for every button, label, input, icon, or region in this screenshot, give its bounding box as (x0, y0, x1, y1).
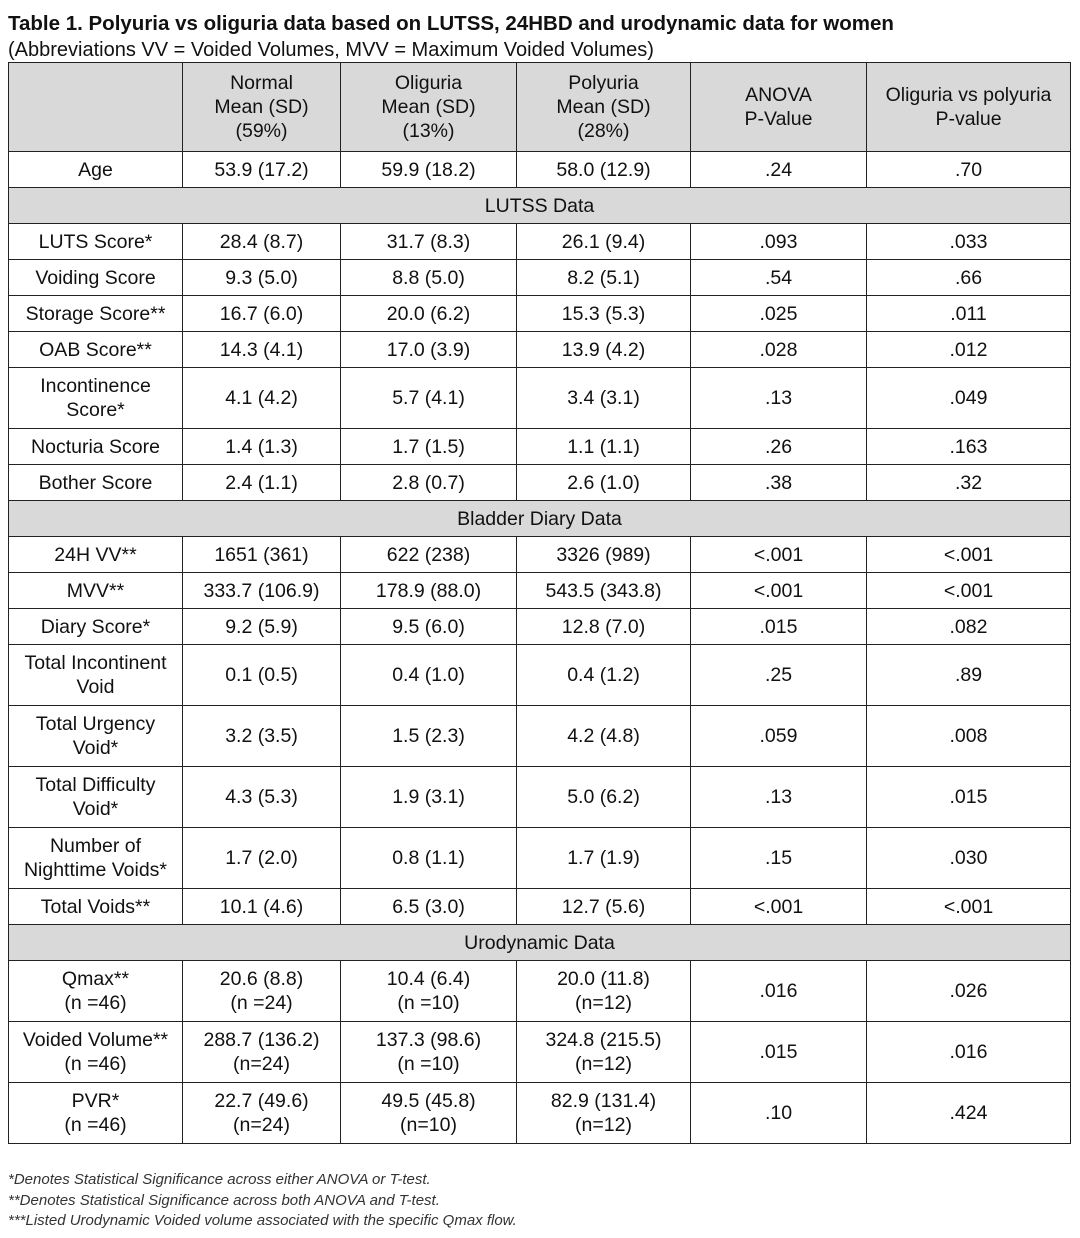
section-label: LUTSS Data (9, 188, 1071, 224)
table-subtitle: (Abbreviations VV = Voided Volumes, MVV = Maximum Voided Volumes) (8, 39, 654, 61)
cell-polyuria (517, 224, 691, 260)
cell-normal-line: 2.4 (1.1) (225, 471, 298, 494)
cell-oliguria (341, 296, 517, 332)
cell-normal-line: 9.3 (5.0) (225, 266, 298, 289)
section-label: Bladder Diary Data (9, 501, 1071, 537)
cell-normal-line: 1.4 (1.3) (225, 435, 298, 458)
table-title: Table 1. Polyuria vs oliguria data based on LUTSS, 24HBD and urodynamic data for women (8, 12, 894, 35)
row-label-line: Number of (49, 835, 142, 857)
cell-anova-p: .26 (691, 429, 867, 465)
cell-oliguria-vs-polyuria-p: .66 (867, 260, 1071, 296)
cell-anova-p: .016 (691, 961, 867, 1022)
cell-anova-p: <.001 (691, 573, 867, 609)
cell-oliguria (341, 429, 517, 465)
row-label-line: LUTS Score* (38, 230, 153, 253)
cell-polyuria (517, 368, 691, 429)
row-label (9, 573, 183, 609)
cell-normal (183, 889, 341, 925)
cell-polyuria (517, 152, 691, 188)
header-oliguria: Oliguria Mean (SD) (13%) (341, 63, 517, 152)
cell-normal-line: (n =24) (230, 992, 293, 1014)
cell-anova-p: .059 (691, 706, 867, 767)
cell-polyuria-line: 324.8 (215.5) (545, 1029, 662, 1051)
row-label-line: Bother Score (38, 471, 153, 494)
cell-oliguria-vs-polyuria-p: <.001 (867, 573, 1071, 609)
cell-anova-p: .10 (691, 1083, 867, 1144)
cell-polyuria (517, 429, 691, 465)
header-label (9, 63, 183, 152)
cell-normal-line: 16.7 (6.0) (219, 302, 304, 325)
cell-polyuria (517, 465, 691, 501)
table-row (9, 706, 1071, 767)
cell-polyuria-line: 12.7 (5.6) (561, 895, 646, 918)
cell-oliguria-vs-polyuria-p: .424 (867, 1083, 1071, 1144)
cell-polyuria (517, 706, 691, 767)
row-label (9, 609, 183, 645)
cell-normal-line: 3.2 (3.5) (225, 725, 298, 747)
cell-normal (183, 152, 341, 188)
cell-oliguria-line: 622 (238) (386, 543, 471, 566)
row-label-line: Void (76, 676, 115, 698)
row-label-line: Total Incontinent (24, 652, 167, 674)
row-label-line: Total Voids** (40, 895, 151, 918)
cell-normal-line: (n=24) (233, 1114, 290, 1136)
row-label (9, 961, 183, 1022)
cell-normal-line: 4.1 (4.2) (225, 387, 298, 409)
cell-oliguria (341, 889, 517, 925)
cell-normal (183, 767, 341, 828)
row-label (9, 828, 183, 889)
cell-polyuria-line: (n=12) (575, 1114, 632, 1136)
section-row (9, 501, 1071, 537)
row-label (9, 537, 183, 573)
row-label (9, 368, 183, 429)
cell-oliguria-line: 31.7 (8.3) (386, 230, 471, 253)
row-label-line: Age (78, 158, 113, 181)
cell-oliguria-line: 6.5 (3.0) (392, 895, 465, 918)
cell-polyuria (517, 573, 691, 609)
row-label (9, 1083, 183, 1144)
row-label (9, 224, 183, 260)
cell-oliguria-line: 17.0 (3.9) (386, 338, 471, 361)
row-label-line: OAB Score** (39, 338, 152, 361)
cell-polyuria-line: 20.0 (11.8) (557, 968, 650, 990)
cell-oliguria-vs-polyuria-p: <.001 (867, 537, 1071, 573)
cell-oliguria (341, 828, 517, 889)
row-label (9, 429, 183, 465)
cell-polyuria (517, 260, 691, 296)
row-label-line: (n =46) (64, 1053, 127, 1075)
cell-polyuria (517, 296, 691, 332)
cell-oliguria-vs-polyuria-p: .008 (867, 706, 1071, 767)
cell-normal-line: 22.7 (49.6) (214, 1090, 309, 1112)
cell-oliguria-line: 178.9 (88.0) (375, 579, 482, 602)
cell-normal (183, 1022, 341, 1083)
cell-anova-p: .15 (691, 828, 867, 889)
cell-polyuria-line: 15.3 (5.3) (561, 302, 646, 325)
table-row (9, 828, 1071, 889)
cell-oliguria-vs-polyuria-p: .32 (867, 465, 1071, 501)
row-label (9, 1022, 183, 1083)
table-row (9, 573, 1071, 609)
cell-polyuria-line: 58.0 (12.9) (556, 158, 651, 181)
cell-normal-line: 14.3 (4.1) (219, 338, 304, 361)
row-label-line: Diary Score* (40, 615, 151, 638)
cell-anova-p: .028 (691, 332, 867, 368)
cell-oliguria (341, 260, 517, 296)
cell-oliguria-vs-polyuria-p: .70 (867, 152, 1071, 188)
cell-normal-line: 1.7 (2.0) (225, 847, 298, 869)
footnote: ***Listed Urodynamic Voided volume associated with the specific Qmax flow. (8, 1212, 517, 1229)
row-label (9, 645, 183, 706)
table-row (9, 368, 1071, 429)
table-row (9, 645, 1071, 706)
table-row (9, 152, 1071, 188)
cell-polyuria (517, 961, 691, 1022)
table-row (9, 1083, 1071, 1144)
cell-normal (183, 1083, 341, 1144)
cell-polyuria-line: 2.6 (1.0) (567, 471, 640, 494)
cell-polyuria-line: 4.2 (4.8) (567, 725, 640, 747)
table-row (9, 889, 1071, 925)
row-label (9, 152, 183, 188)
cell-normal (183, 260, 341, 296)
cell-anova-p: .13 (691, 368, 867, 429)
table-header-row (9, 63, 1071, 152)
cell-polyuria (517, 1083, 691, 1144)
footnote: **Denotes Statistical Significance across both ANOVA and T-test. (8, 1191, 440, 1209)
cell-oliguria-line: 10.4 (6.4) (386, 968, 471, 990)
row-label-line: Total Urgency (35, 713, 156, 735)
footnotes (8, 1170, 517, 1232)
cell-polyuria (517, 645, 691, 706)
cell-normal-line: 1651 (361) (214, 543, 309, 566)
row-label (9, 706, 183, 767)
cell-polyuria-line: 1.1 (1.1) (567, 435, 640, 458)
table-row (9, 429, 1071, 465)
row-label-line: Score* (66, 399, 125, 421)
cell-polyuria-line: 3.4 (3.1) (567, 387, 640, 409)
cell-oliguria-line: 49.5 (45.8) (381, 1090, 476, 1112)
cell-polyuria-line: (n=12) (575, 1053, 632, 1075)
cell-normal (183, 609, 341, 645)
cell-normal (183, 828, 341, 889)
cell-normal-line: 28.4 (8.7) (219, 230, 304, 253)
row-label-line: Voiding Score (35, 266, 156, 289)
row-label (9, 260, 183, 296)
cell-oliguria-vs-polyuria-p: .049 (867, 368, 1071, 429)
cell-anova-p: <.001 (691, 537, 867, 573)
cell-oliguria-line: (n =10) (397, 992, 460, 1014)
cell-normal (183, 224, 341, 260)
table-row (9, 465, 1071, 501)
table-row (9, 332, 1071, 368)
table-body (9, 152, 1071, 1144)
row-label-line: Qmax** (61, 968, 130, 990)
row-label (9, 332, 183, 368)
cell-polyuria-line: 543.5 (343.8) (545, 579, 662, 602)
row-label-line: Voided Volume** (22, 1029, 169, 1051)
cell-normal (183, 465, 341, 501)
cell-normal (183, 645, 341, 706)
cell-normal-line: 10.1 (4.6) (219, 895, 304, 918)
row-label-line: (n =46) (64, 1114, 127, 1136)
cell-polyuria (517, 767, 691, 828)
cell-normal-line: 53.9 (17.2) (214, 158, 309, 181)
cell-oliguria-vs-polyuria-p: .030 (867, 828, 1071, 889)
cell-oliguria-line: 5.7 (4.1) (392, 387, 465, 409)
cell-normal-line: (n=24) (233, 1053, 290, 1075)
cell-anova-p: .13 (691, 767, 867, 828)
cell-polyuria (517, 537, 691, 573)
cell-normal (183, 573, 341, 609)
cell-oliguria-vs-polyuria-p: .033 (867, 224, 1071, 260)
cell-oliguria-line: 0.8 (1.1) (392, 847, 465, 869)
cell-oliguria (341, 332, 517, 368)
cell-anova-p: .25 (691, 645, 867, 706)
cell-normal-line: 333.7 (106.9) (203, 579, 320, 602)
cell-polyuria-line: 26.1 (9.4) (561, 230, 646, 253)
cell-oliguria-vs-polyuria-p: .012 (867, 332, 1071, 368)
cell-anova-p: .015 (691, 1022, 867, 1083)
cell-oliguria-line: 1.7 (1.5) (392, 435, 465, 458)
cell-oliguria-vs-polyuria-p: .015 (867, 767, 1071, 828)
cell-oliguria (341, 465, 517, 501)
cell-oliguria (341, 537, 517, 573)
cell-normal (183, 961, 341, 1022)
cell-anova-p: .015 (691, 609, 867, 645)
cell-oliguria-line: 137.3 (98.6) (375, 1029, 482, 1051)
cell-anova-p: .093 (691, 224, 867, 260)
row-label-line: Void* (72, 798, 119, 820)
footnote: *Denotes Statistical Significance across either ANOVA or T-test. (8, 1171, 431, 1188)
cell-oliguria-line: (n =10) (397, 1053, 460, 1075)
row-label-line: Total Difficulty (35, 774, 156, 796)
section-row (9, 925, 1071, 961)
cell-polyuria-line: 8.2 (5.1) (567, 266, 640, 289)
cell-oliguria (341, 961, 517, 1022)
cell-oliguria-vs-polyuria-p: .082 (867, 609, 1071, 645)
row-label-line: (n =46) (64, 992, 127, 1014)
cell-oliguria-line: 1.9 (3.1) (392, 786, 465, 808)
row-label (9, 767, 183, 828)
cell-oliguria (341, 368, 517, 429)
cell-normal (183, 537, 341, 573)
cell-polyuria-line: 82.9 (131.4) (550, 1090, 657, 1112)
cell-normal (183, 332, 341, 368)
cell-oliguria-line: (n=10) (400, 1114, 457, 1136)
header-oliguria-vs-polyuria: Oliguria vs polyuria P-value (867, 63, 1071, 152)
header-anova: ANOVA P-Value (691, 63, 867, 152)
table-row (9, 767, 1071, 828)
cell-normal-line: 288.7 (136.2) (203, 1029, 320, 1051)
row-label (9, 296, 183, 332)
cell-normal-line: 4.3 (5.3) (225, 786, 298, 808)
header-normal: Normal Mean (SD) (59%) (183, 63, 341, 152)
row-label-line: Nocturia Score (31, 435, 160, 458)
cell-oliguria-vs-polyuria-p: <.001 (867, 889, 1071, 925)
cell-polyuria-line: 12.8 (7.0) (561, 615, 646, 638)
table-row (9, 296, 1071, 332)
cell-polyuria-line: 1.7 (1.9) (567, 847, 640, 869)
cell-polyuria-line: 3326 (989) (556, 543, 651, 566)
cell-oliguria (341, 224, 517, 260)
cell-oliguria-vs-polyuria-p: .89 (867, 645, 1071, 706)
cell-polyuria-line: 13.9 (4.2) (561, 338, 646, 361)
cell-oliguria (341, 706, 517, 767)
cell-oliguria-vs-polyuria-p: .011 (867, 296, 1071, 332)
cell-oliguria-line: 59.9 (18.2) (381, 158, 476, 181)
cell-oliguria (341, 609, 517, 645)
results-table (8, 62, 1071, 1144)
cell-oliguria-vs-polyuria-p: .163 (867, 429, 1071, 465)
cell-oliguria-line: 9.5 (6.0) (392, 615, 465, 638)
cell-normal (183, 296, 341, 332)
cell-oliguria-line: 1.5 (2.3) (392, 725, 465, 747)
row-label-line: Storage Score** (25, 302, 166, 325)
table-row (9, 224, 1071, 260)
table-row (9, 609, 1071, 645)
row-label (9, 889, 183, 925)
cell-polyuria (517, 828, 691, 889)
cell-polyuria (517, 609, 691, 645)
cell-polyuria (517, 889, 691, 925)
cell-polyuria-line: 0.4 (1.2) (567, 664, 640, 686)
cell-polyuria (517, 1022, 691, 1083)
cell-normal (183, 429, 341, 465)
cell-oliguria-line: 20.0 (6.2) (386, 302, 471, 325)
cell-normal-line: 9.2 (5.9) (225, 615, 298, 638)
row-label-line: Nighttime Voids* (23, 859, 168, 881)
row-label-line: 24H VV** (54, 543, 137, 566)
cell-oliguria-line: 2.8 (0.7) (392, 471, 465, 494)
table-row (9, 537, 1071, 573)
header-polyuria: Polyuria Mean (SD) (28%) (517, 63, 691, 152)
cell-oliguria-line: 8.8 (5.0) (392, 266, 465, 289)
table-row (9, 260, 1071, 296)
row-label-line: PVR* (71, 1090, 120, 1112)
row-label (9, 465, 183, 501)
cell-oliguria (341, 1022, 517, 1083)
cell-anova-p: .54 (691, 260, 867, 296)
cell-oliguria-vs-polyuria-p: .016 (867, 1022, 1071, 1083)
table-row (9, 961, 1071, 1022)
cell-normal-line: 20.6 (8.8) (219, 968, 304, 990)
cell-anova-p: .38 (691, 465, 867, 501)
cell-anova-p: .025 (691, 296, 867, 332)
cell-oliguria (341, 645, 517, 706)
cell-oliguria (341, 573, 517, 609)
cell-oliguria (341, 152, 517, 188)
row-label-line: MVV** (66, 579, 125, 602)
section-row (9, 188, 1071, 224)
cell-polyuria-line: (n=12) (575, 992, 632, 1014)
cell-oliguria-line: 0.4 (1.0) (392, 664, 465, 686)
cell-oliguria-vs-polyuria-p: .026 (867, 961, 1071, 1022)
cell-anova-p: <.001 (691, 889, 867, 925)
cell-normal (183, 706, 341, 767)
cell-normal (183, 368, 341, 429)
row-label-line: Void* (72, 737, 119, 759)
table-row (9, 1022, 1071, 1083)
section-label: Urodynamic Data (9, 925, 1071, 961)
cell-oliguria (341, 767, 517, 828)
cell-polyuria-line: 5.0 (6.2) (567, 786, 640, 808)
cell-normal-line: 0.1 (0.5) (225, 664, 298, 686)
cell-oliguria (341, 1083, 517, 1144)
cell-anova-p: .24 (691, 152, 867, 188)
row-label-line: Incontinence (40, 375, 151, 397)
cell-polyuria (517, 332, 691, 368)
